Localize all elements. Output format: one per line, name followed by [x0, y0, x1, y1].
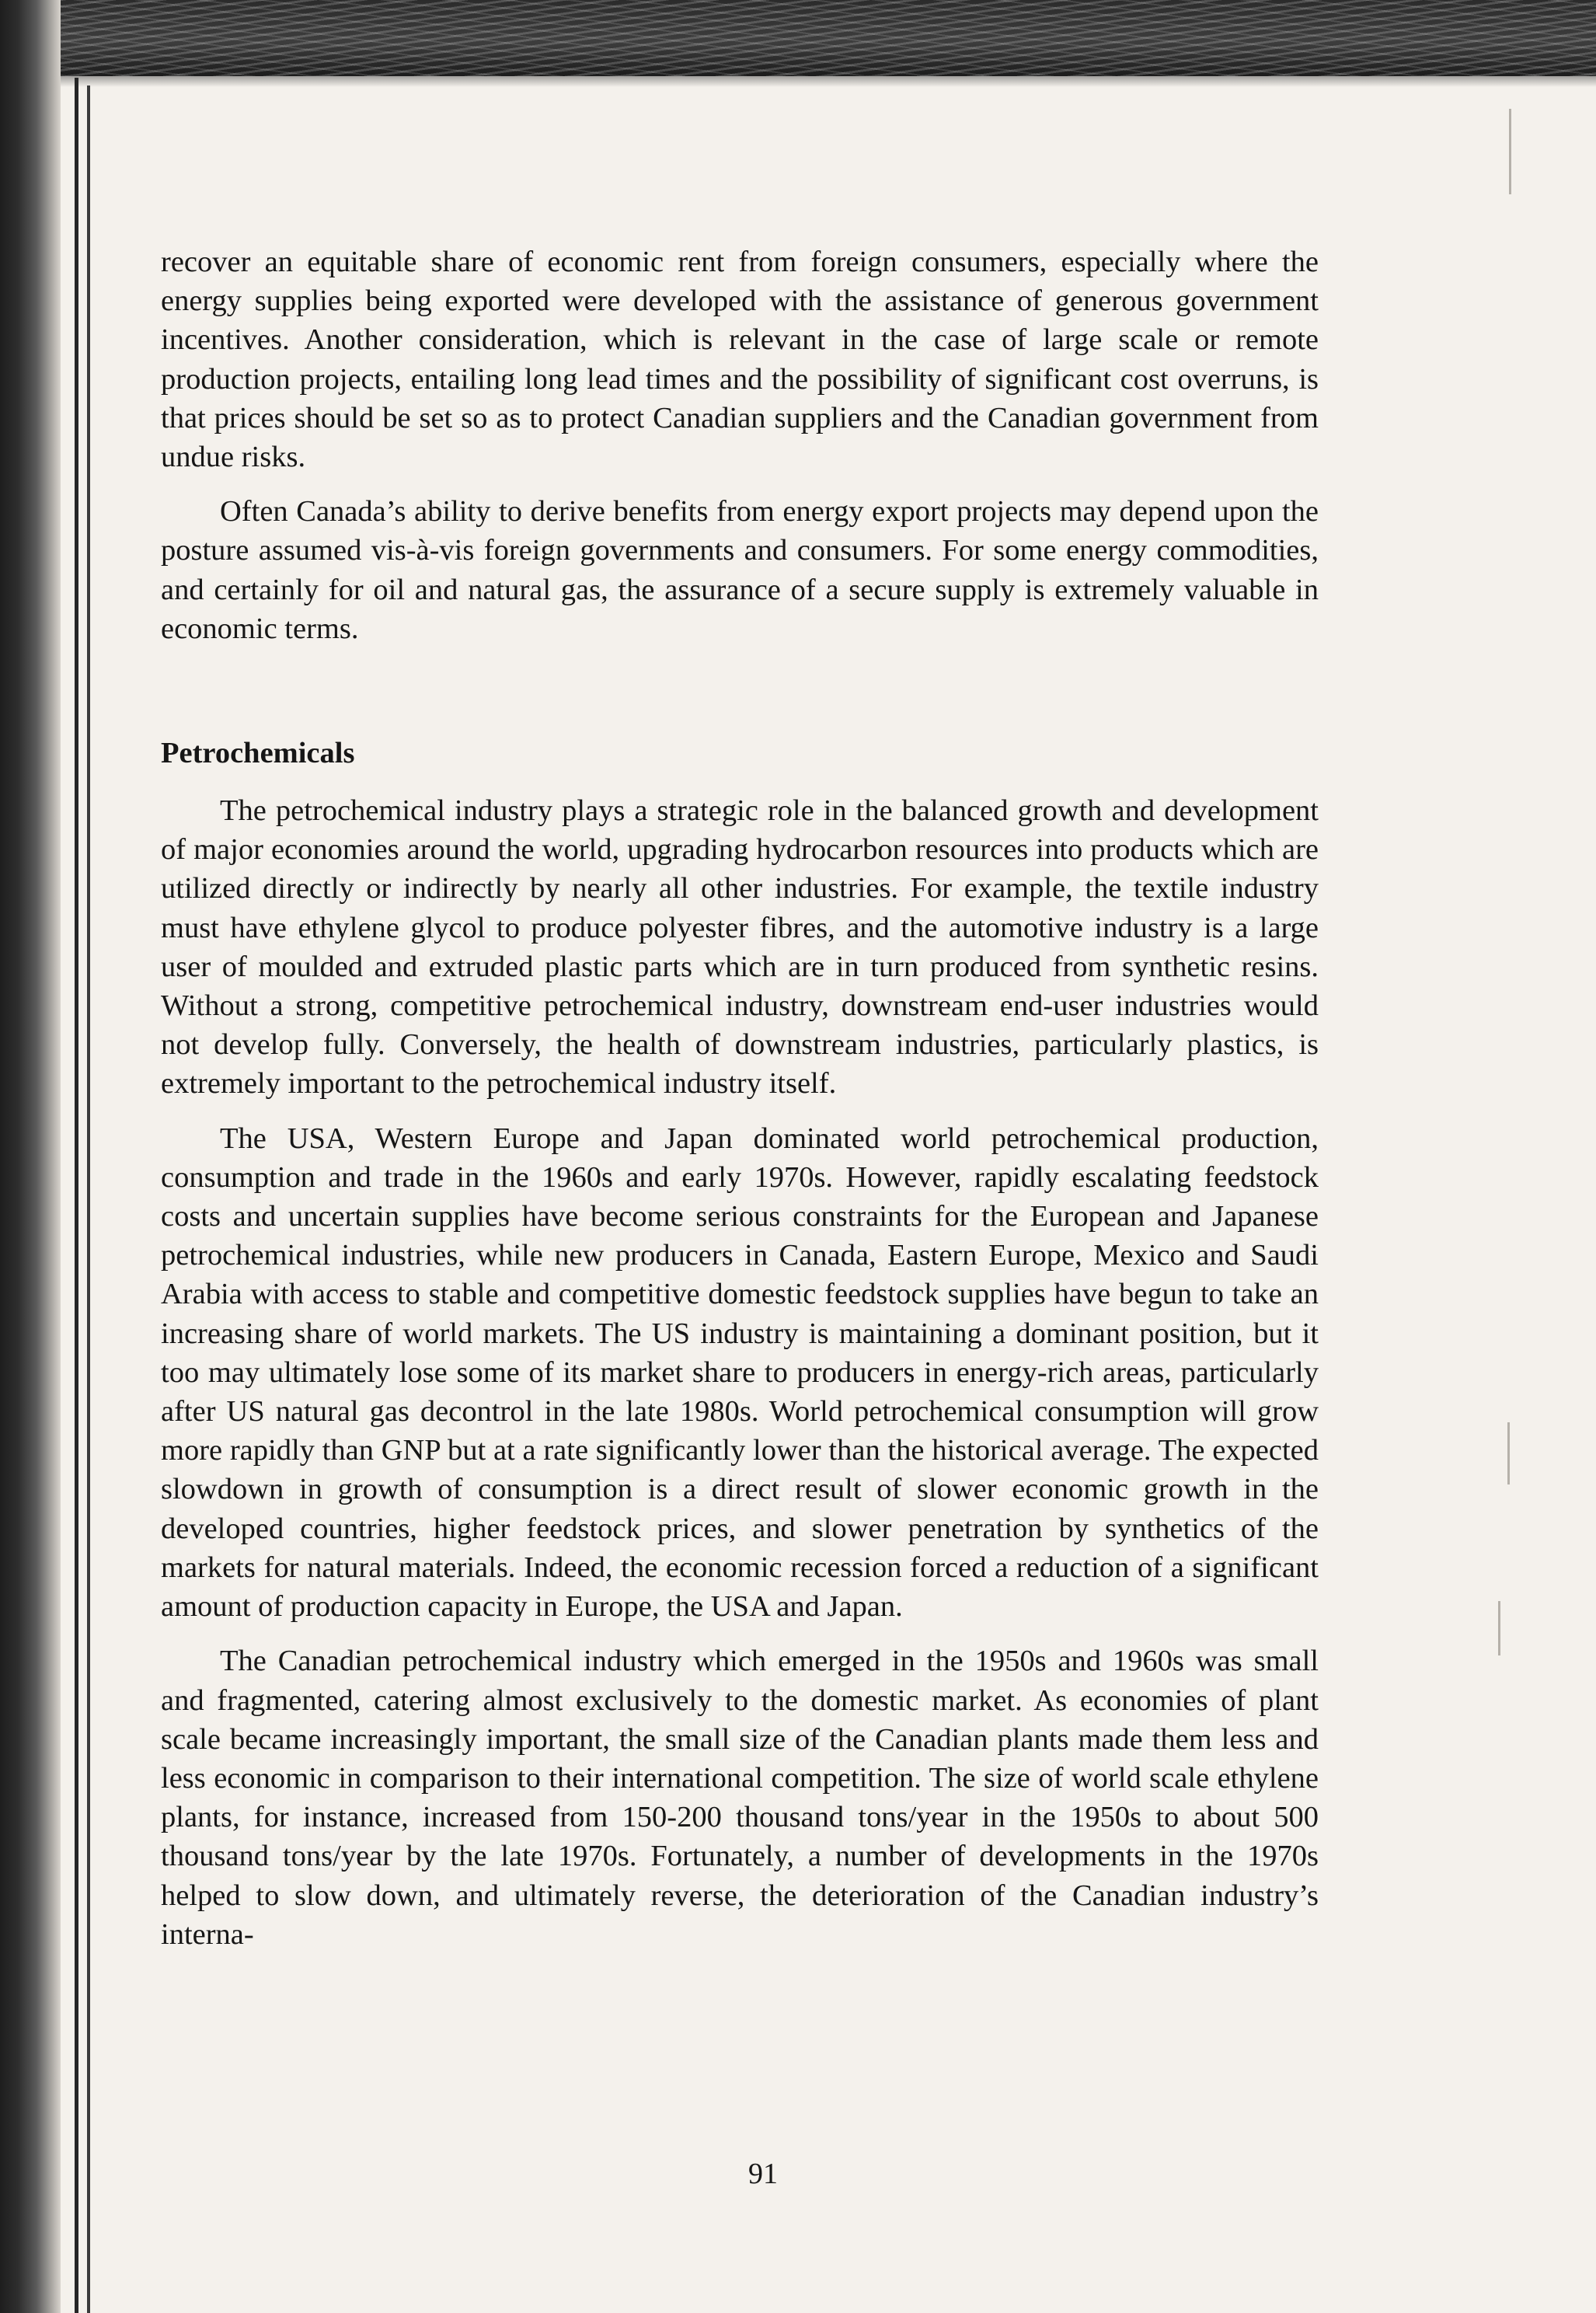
scan-edge-mark — [1498, 1601, 1500, 1655]
scan-binding-line — [87, 85, 90, 2313]
scan-top-edge — [0, 0, 1596, 76]
paragraph: The USA, Western Europe and Japan dominated world petrochemical production, consumption and trade in the 1960s and early 1970s. However, rapidly escalating feedstock costs and uncertain supplies have become serious constraints for the European and Japanese petrochemical industries, while new producers in Canada, Eastern Europe, Mexico and Saudi Arabia with access to stable and competitive domestic feedstock supplies have begun to take an increasing share of world markets. The US industry is maintaining a dominant position, but it too may ultimately lose some of its market share to producers in energy-rich areas, particularly after US natural gas decontrol in the late 1980s. World petrochemical consumption will grow more rapidly than GNP but at a rate significantly lower than the historical average. The expected slowdown in growth of consumption is a direct result of slower economic growth in the developed countries, higher feedstock prices, and slower penetration by synthetics of the markets for natural materials. Indeed, the economic recession forced a reduction of a significant amount of production capacity in Europe, the USA and Japan. — [161, 1122, 1319, 1624]
page-number-footer — [0, 2154, 1596, 2193]
paragraph: The petrochemical industry plays a strategic role in the balanced growth and development of major economies around the world, upgrading hydrocarbon resources into products which are utilized directly or indirectly by nearly all other industries. For example, the textile industry must have ethylene glycol to produce polyester fibres, and the automotive industry is a large user of moulded and extruded plastic parts which are in turn produced from synthetic resins. Without a strong, competitive petrochemical industry, downstream end-user industries would not develop fully. Conversely, the health of downstream industries, particularly plastics, is extremely important to the petrochemical industry itself. — [161, 794, 1319, 1101]
scan-top-shadow — [0, 76, 1596, 87]
paragraph: recover an equitable share of economic rent from foreign consumers, especially where the energy supplies being exported were developed with the assistance of generous government incentives. Another consideration, which is relevant in the case of large scale or remote production projects, entailing long lead times and the possibility of significant cost overruns, is that prices should be set so as to protect Canadian suppliers and the Canadian government from undue risks. — [161, 246, 1319, 474]
page-number: 91 — [748, 2158, 778, 2190]
paragraph: The Canadian petrochemical industry which emerged in the 1950s and 1960s was small and fragmented, catering almost exclusively to the domestic market. As economies of plant scale became increasingly important, the small size of the Canadian plants made them less and less economic in comparison to their international competition. The size of world scale ethylene plants, for instance, increased from 150-200 thousand tons/year in the 1950s to about 500 thousand tons/year by the late 1970s. Fortunately, a number of developments in the 1970s helped to slow down, and ultimately reverse, the deterioration of the Canadian industry’s interna- — [161, 1645, 1319, 1951]
scan-edge-mark — [1509, 109, 1511, 194]
paragraph: Often Canada’s ability to derive benefits from energy export projects may depend upon the posture assumed vis-à-vis foreign governments and consumers. For some energy commodities, and certainly for oil and natural gas, the assurance of a secure supply is extremely valuable in economic terms. — [161, 495, 1319, 645]
section-heading: Petrochemicals — [161, 737, 355, 770]
scan-binding-line — [75, 78, 78, 2313]
scan-edge-mark — [1507, 1422, 1510, 1484]
scan-binding-edge — [0, 0, 61, 2313]
page-body — [161, 242, 1319, 1954]
